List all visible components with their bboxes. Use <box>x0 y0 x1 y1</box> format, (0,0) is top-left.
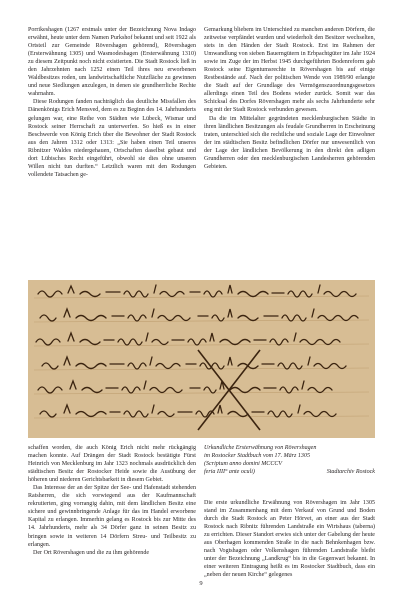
caption-credit: Stadtarchiv Rostock <box>326 469 375 476</box>
text-column-right-top <box>204 26 375 171</box>
paragraph: schaffen worden, die auch König Erich nicht mehr rückgängig machen konnte. Auf Drängen der Stadt Rostock bestätigte Fürst Heinrich von Mecklenburg im Jahr 1323 nochmals ausdrücklich den städtischen Besitz der Rostocker Heide sowie die Ausübung der höheren und niederen Gerichtsbarkeit in diesem Gebiet. <box>28 445 196 484</box>
image-caption <box>204 444 375 476</box>
paragraph: Porrikeshagen (1267 erstmals unter der Bezeichnung Nova Indago erwähnt, heute unter dem Namen Purkshof bekannt und seit 1922 als Ortsteil zur Gemeinde Rövershagen gehörend), Rövershagen (Ersterwähnung 1305) und Wasmodeshagen (Ersterwähnung 1310) zu diesem Zeitpunkt noch nicht existierten. Die Stadt Rostock ließ in den Jahrzehnten nach 1252 einen Teil ihres neu erworbenen Waldbesitzes roden, um landwirtschaftliche Nutzfläche zu gewinnen und neue Siedlungen anzulegen, in denen sie grundherrliche Rechte wahrnahm. <box>28 27 196 98</box>
caption-line: Urkundliche Ersterwähnung von Rövershagen <box>204 445 317 451</box>
caption-line-text: feria IIII° ante oculi) <box>204 469 255 476</box>
text-column-left-top <box>28 26 196 179</box>
text-column-right-bottom <box>204 499 375 579</box>
caption-line <box>204 468 375 476</box>
caption-line: im Rostocker Stadtbuch vom 17. März 1305 <box>204 453 310 460</box>
manuscript-image <box>28 280 375 438</box>
paragraph: Der Ort Rövershagen und die zu ihm gehörende <box>33 549 150 556</box>
caption-line: (Scriptum anno domini MCCCV <box>204 461 283 468</box>
paragraph: Da die im Mittelalter gegründeten mecklenburgischen Städte in ihren ländlichen Besitzungen als feudale Grundherren in Erscheinung traten, unterschied sich die rechtliche und soziale Lage der Einwohner der im städtischen Besitz befindlichen Dörfer nur unwesentlich von der Lage der ländlichen Bevölkerung in den direkt den adligen Grundherren oder den mecklenburgischen Landesherren gehörenden Gebieten. <box>204 115 375 170</box>
paragraph: Gemarkung bliebem im Unterschied zu manchen anderen Dörfern, die zeitweise verpfändet wurden und wiederholt den Besitzer wechselten, stets in den Händen der Stadt Rostock. Erst im Rahmen der Umwandlung von sieben Bauerngütern in Erbpachtgüter im Jahr 1924 sowie im Zuge der im Herbst 1945 durchgeführten Bodenreform gab Rostock seine Eigentumsrechte in Rövershagen bis auf einige Restbestände auf. Nach der politischen Wende von 1989/90 erlangte die Stadt auf der Grundlage des Vermögenszuordnungsgesetzes allerdings einen Teil des Bodens wieder zurück. Somit war das Schicksal des Dorfes Rövershagen mehr als sechs Jahrhunderte sehr eng mit der Stadt Rostock verbunden gewesen. <box>204 27 375 114</box>
paragraph: Die erste urkundliche Erwähnung von Rövershagen im Jahr 1305 stand im Zusammenhang mit dem Verkauf von Grund und Boden durch die Stadt Rostock an Peter Hörvet, an einer aus der Stadt Rostock nach Ribnitz führenden Landstraße ein Wirtshaus (taberna) zu errichten. Dieser Standort erwies sich unter der Gabelung der heute aus Oberhagen kommenden Straße in die nach Behnkenhagen bzw. nach Vogtshagen oder Volkenshagen führenden Landstraße bleibt unter der Bezeichnung „Landkrug“ bis in die Gegenwart bekannt. In einer weiteren Eintragung heißt es im Rostocker Stadtbuch, dass ein „neben der neuen Kirche“ gelegenes <box>204 500 375 579</box>
text-column-left-bottom <box>28 444 196 557</box>
paragraph: Diese Rodungen fanden nachträglich das deutliche Missfallen des Dänenkönigs Erich Mensved, dem es zu Beginn des 14. Jahrhunderts gelungen war, eine Reihe von Städten wie Lübeck, Wismar und Rostock seiner Herrschaft zu unterwerfen. So hieß es in einer Beschwerde von König Erich über die Bewohner der Stadt Rostock aus den Jahren 1312 oder 1313: „Sie haben einen Teil unseres Ribnitzer Waldes niedergehauen, Ortschaften daselbst gebaut und dort Lübisches Recht eingeführt, obwohl sie dies ohne unseren Willen nicht tun durften.“ Letztlich waren mit den Rodungen vollendete Tatsachen ge- <box>28 99 196 178</box>
manuscript-drawing <box>28 280 375 438</box>
paragraph: Das Interesse der an der Spitze der See- und Hafenstadt stehenden Ratsherren, die sich vorwiegend aus der Kaufmannschaft rekrutierten, ging vorrangig dahin, mit dem ländlichen Besitz eine sichere und gewinnbringende Anlage für das im Handel erworbene Kapital zu erlangen. Immerhin gelang es Rostock bis zur Mitte des 14. Jahrhunderts, mehr als 34 Dörfer ganz in seinen Besitz zu bringen sowie in weiteren 14 Dörfern Streu- und Teilbesitz zu erlangen. <box>28 485 196 548</box>
page-number: 9 <box>199 580 203 587</box>
